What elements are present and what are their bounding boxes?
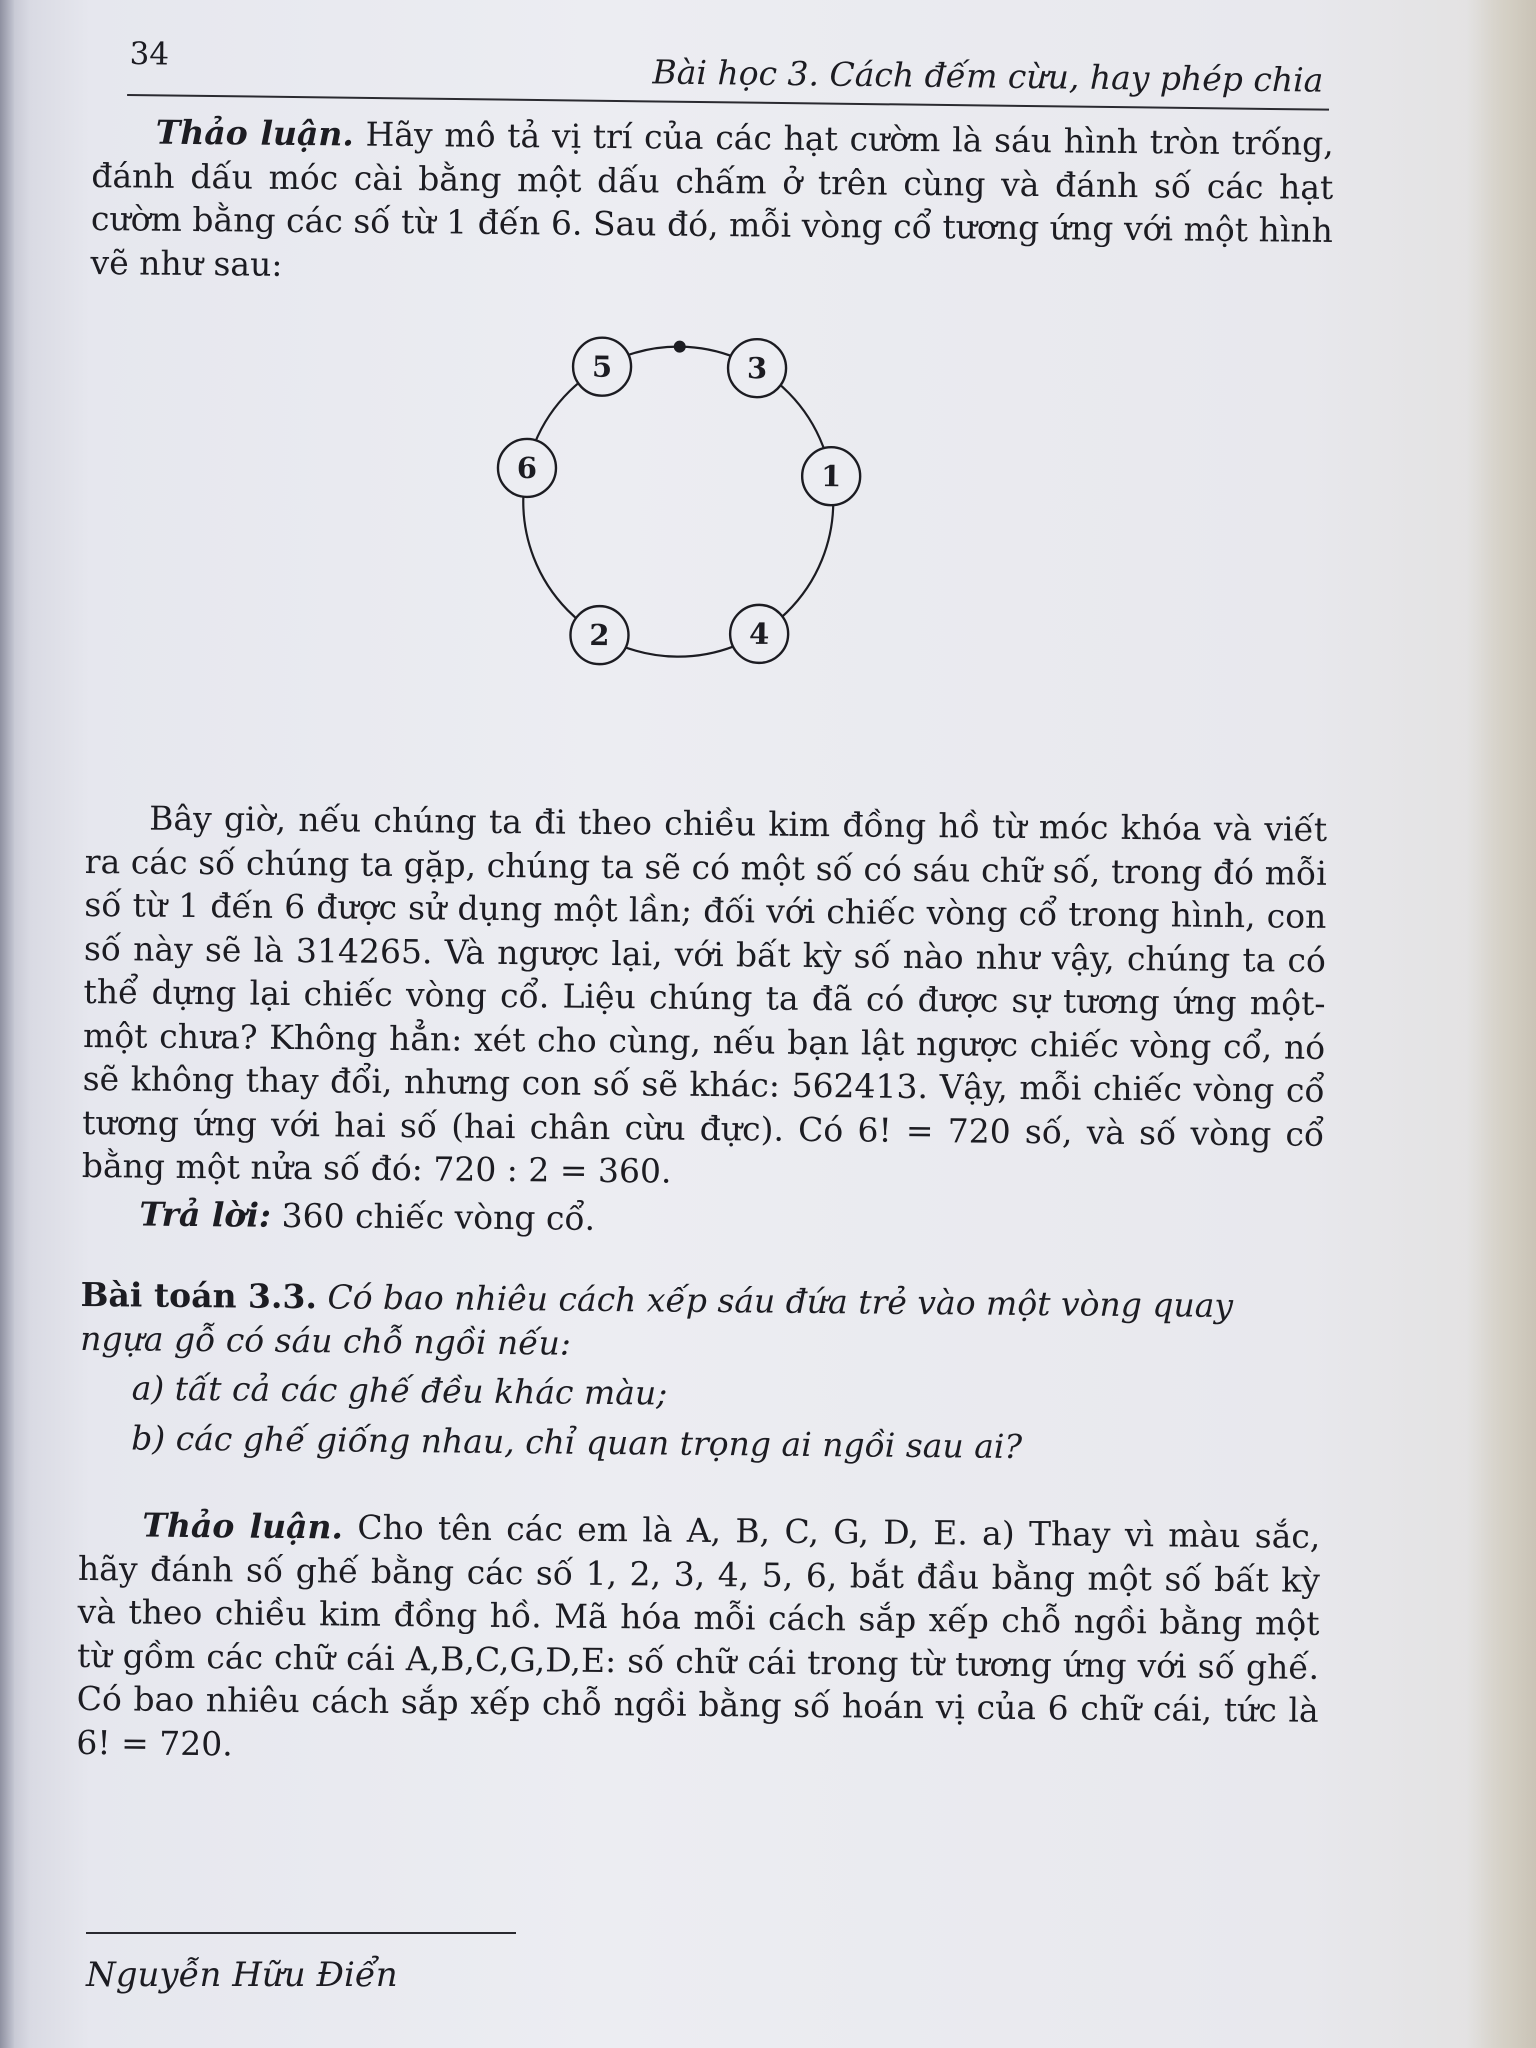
necklace-string xyxy=(522,345,835,658)
bead-label: 4 xyxy=(748,616,770,651)
bead-label: 6 xyxy=(516,450,538,486)
problem-option-a: a) tất cả các ghế đều khác màu; xyxy=(131,1368,668,1413)
answer-lead: Trả lời: xyxy=(139,1194,272,1235)
problem-statement xyxy=(80,1273,1323,1372)
answer-line xyxy=(81,1191,1323,1246)
page-content xyxy=(76,110,1334,1776)
necklace-ring xyxy=(522,339,835,658)
page-number: 34 xyxy=(129,36,170,73)
bead-5 xyxy=(573,337,632,396)
bead-label: 1 xyxy=(820,459,842,494)
page-edge-shadow xyxy=(1466,0,1536,2048)
bead-label: 2 xyxy=(589,618,610,653)
discussion-lead: Thảo luận. xyxy=(155,112,355,154)
discussion-paragraph-1 xyxy=(90,110,1334,296)
problem-option-b: b) các ghế giống nhau, chỉ quan trọng ai ngồi sau ai? xyxy=(131,1417,1023,1466)
author-name: Nguyễn Hữu Điển xyxy=(86,1955,398,1995)
answer-text: 360 chiếc vòng cổ. xyxy=(270,1195,596,1238)
bead-label: 5 xyxy=(591,349,613,384)
discussion-text: Hãy mô tả vị trí của các hạt cườm là sáu hình tròn trống, đánh dấu móc cài bằng một dấu chấm ở trên cùng và đánh số các hạt cườm bằng các số từ 1 đến 6. Sau đó, mỗi vòng cổ tương ứng với một hình vẽ như sau: xyxy=(90,114,1334,284)
discussion-lead-2: Thảo luận. xyxy=(142,1505,344,1547)
necklace-diagram xyxy=(466,300,890,704)
clasp-dot xyxy=(674,341,686,353)
problem-number: Bài toán 3.3. xyxy=(80,1274,318,1317)
bead-2 xyxy=(570,606,629,665)
running-title: Bài học 3. Cách đếm cừu, hay phép chia xyxy=(652,52,1324,100)
discussion-text-2: Cho tên các em là A, B, C, G, D, E. a) Thay vì màu sắc, hãy đánh số ghế bằng các số 1, 2, 3, 4, 5, 6, bắt đầu bằng một số bất kỳ và theo chiều kim đồng hồ. Mã hóa mỗi cách sắp xếp chỗ ngồi bằng một từ gồm các chữ cái A,B,C,G,D,E: số chữ cái trong từ tương ứng với số ghế. Có bao nhiêu cách sắp xếp chỗ ngồi bằng số hoán vị của 6 chữ cái, tức là 6! = 720. xyxy=(76,1507,1321,1763)
footer-rule xyxy=(86,1932,516,1934)
bead-3 xyxy=(728,339,787,398)
explanation-paragraph: Bây giờ, nếu chúng ta đi theo chiều kim đồng hồ từ móc khóa và viết ra các số chúng ta gặp, chúng ta sẽ có một số có sáu chữ số, trong đó mỗi số từ 1 đến 6 được sử dụng một lần; đối với chiếc vòng cổ trong hình, con số này sẽ là 314265. Và ngược lại, với bất kỳ số nào như vậy, chúng ta có thể dựng lại chiếc vòng cổ. Liệu chúng ta đã có được sự tương ứng một-một chưa? Không hẳn: xét cho cùng, nếu bạn lật ngược chiếc vòng cổ, nó sẽ không thay đổi, nhưng con số sẽ khác: 562413. Vậy, mỗi chiếc vòng cổ tương ứng với hai số (hai chân cừu đực). Có 6! = 720 số, và số vòng cổ bằng một nửa số đó: 720 : 2 = 360. xyxy=(81,798,1328,1191)
necklace-figure xyxy=(85,296,1332,808)
bead-1 xyxy=(802,447,861,506)
necklace-beads xyxy=(496,337,861,667)
bead-6 xyxy=(498,439,557,498)
book-spine-shadow xyxy=(0,0,14,2048)
bead-4 xyxy=(730,605,789,664)
discussion-paragraph-2 xyxy=(76,1503,1320,1776)
bead-label: 3 xyxy=(746,351,768,386)
problem-text: Có bao nhiêu cách xếp sáu đứa trẻ vào một vòng quay ngựa gỗ có sáu chỗ ngồi nếu: xyxy=(80,1277,1234,1363)
